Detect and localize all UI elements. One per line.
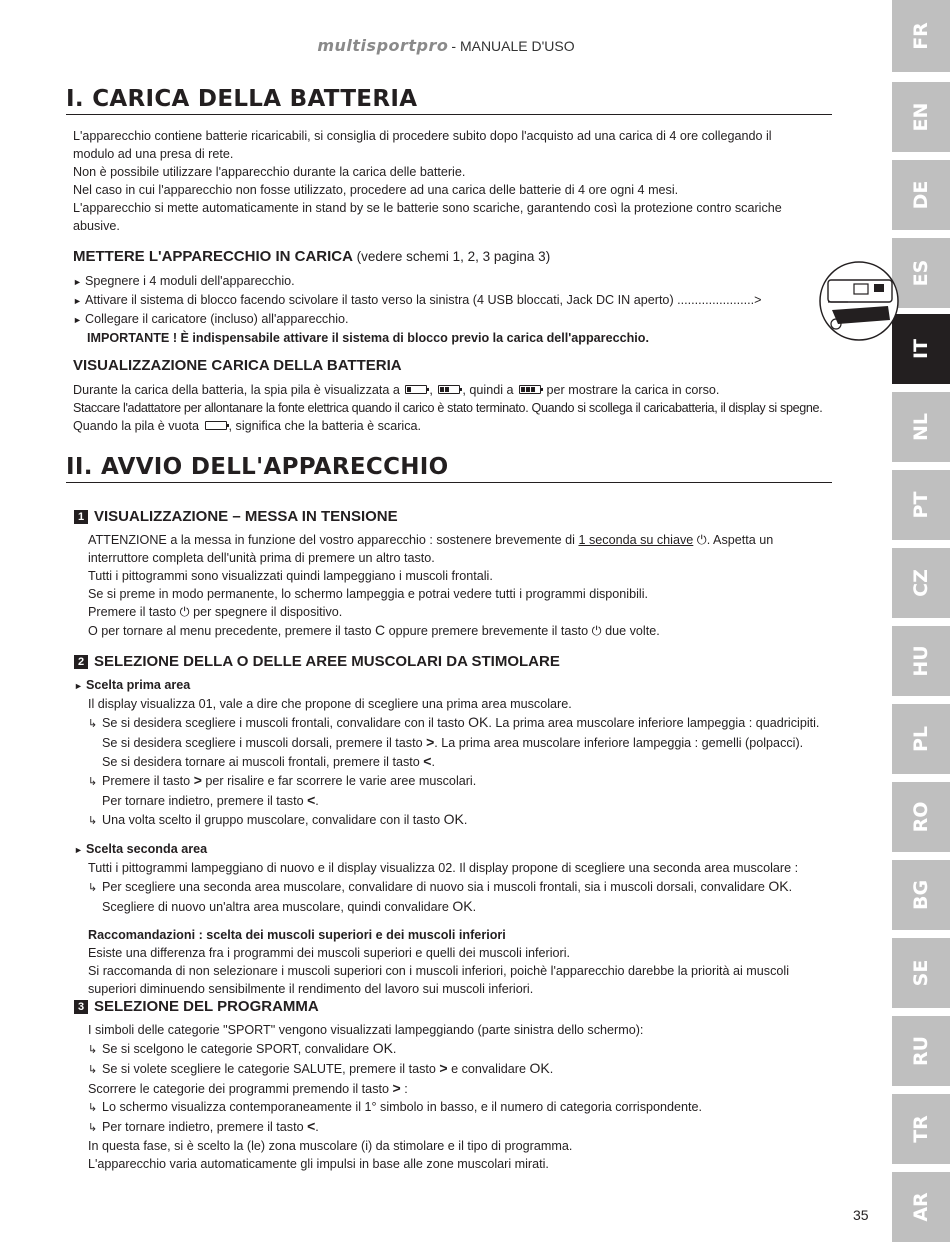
section-title-startup: II. AVVIO DELL'APPARECCHIO bbox=[66, 454, 832, 483]
tab-it[interactable]: IT bbox=[892, 314, 950, 384]
battery-empty-icon bbox=[205, 421, 227, 430]
tab-ro[interactable]: RO bbox=[892, 782, 950, 852]
battery-2-bar-icon bbox=[438, 385, 460, 394]
tab-fr[interactable]: FR bbox=[892, 0, 950, 72]
battery-intro: L'apparecchio contiene batterie ricaricabili, si consiglia di procedere subito dopo l'acquisto ad una carica di 4 ore collegando il modulo ad una presa di rete. Non è possibile utilizzare l'apparecchio durante la carica delle batterie. Nel caso in cui l'apparecchio non fosse utilizzato, procedere ad una carica delle batterie di 4 ore ogni 4 mesi. L'apparecchio si mette automaticamente in stand by se le batterie sono scariche, garantendo così la protezione contro scariche abusive. bbox=[73, 129, 782, 233]
subsection-power-on: 1 VISUALIZZAZIONE – MESSA IN TENSIONE bbox=[74, 508, 398, 525]
tab-nl[interactable]: NL bbox=[892, 392, 950, 462]
page-header bbox=[0, 36, 892, 55]
tab-hu[interactable]: HU bbox=[892, 626, 950, 696]
tab-en[interactable]: EN bbox=[892, 82, 950, 152]
page-number: 35 bbox=[853, 1207, 869, 1223]
tab-de[interactable]: DE bbox=[892, 160, 950, 230]
tab-es[interactable]: ES bbox=[892, 238, 950, 308]
charge-steps bbox=[73, 272, 763, 347]
power-on-text: ATTENZIONE a la messa in funzione del vostro apparecchio : sostenere brevemente di 1 seconda su chiave ⏻. Aspetta un interruttore completa dell'unità prima di premere un altro tasto. Tutti i pittogrammi sono visualizzati quindi lampeggiano i muscoli frontali. Se si preme in modo permanente, lo schermo lampeggia e potrai vedere tutti i programmi disponibili. Premere il tasto ⏻ per spegnere il dispositivo. O per tornare al menu precedente, premere il tasto C oppure premere brevemente il tasto ⏻ due volte. bbox=[88, 533, 774, 638]
tab-bg[interactable]: BG bbox=[892, 860, 950, 930]
program-text: I simboli delle categorie "SPORT" vengono visualizzati lampeggiando (parte sinistra dello schermo): ↳ Se si scelgono le categorie SPORT, convalidare OK. ↳ Se si volete scegliere le categorie SALUTE, premere il tasto > e convalidare OK. Scorrere le categorie dei programmi premendo il tasto > : ↳ Lo schermo visualizza contemporaneamente il 1° simbolo in basso, e il numero di categoria corrispondente. ↳ Per tornare indietro, premere il tasto <. In questa fase, si è scelto la (le) zona muscolare (i) da stimolare e il tipo di programma. L'apparecchio varia automaticamente gli impulsi in base alle zone muscolari mirati. bbox=[88, 1023, 703, 1171]
battery-1-bar-icon bbox=[405, 385, 427, 394]
battery-3-bar-icon bbox=[519, 385, 541, 394]
section-title-battery: I. CARICA DELLA BATTERIA bbox=[66, 86, 832, 115]
list-item: ► Spegnere i 4 moduli dell'apparecchio. bbox=[73, 274, 295, 288]
tab-cz[interactable]: CZ bbox=[892, 548, 950, 618]
subsection-program: 3 SELEZIONE DEL PROGRAMMA bbox=[74, 998, 319, 1015]
list-item: ► Attivare il sistema di blocco facendo scivolare il tasto verso la sinistra (4 USB bloccati, Jack DC IN aperto) ......................> bbox=[73, 293, 762, 307]
tab-tr[interactable]: TR bbox=[892, 1094, 950, 1164]
muscle-areas-text: ► Scelta prima area Il display visualizza 01, vale a dire che propone di scegliere una prima area muscolare. ↳ Se si desidera scegliere i muscoli frontali, convalidare con il tasto OK. La prima area muscolare inferiore lampeggia : quadricipiti. Se si desidera scegliere i muscoli dorsali, premere il tasto >. La prima area muscolare inferiore lampeggia : gemelli (polpacci). Se si desidera tornare ai muscoli frontali, premere il tasto <. ↳ Premere il tasto > per risalire e far scorrere le varie aree muscolari. Per tornare indietro, premere il tasto <. ↳ Una volta scelto il gruppo muscolare, convalidare con il tasto OK. ► Scelta seconda area Tutti i pittogrammi lampeggiano di nuovo e il display visualizza 02. Il display propone di scegliere una seconda area muscolare : ↳ Per scegliere una seconda area muscolare, convalidare di nuovo sia i muscoli frontali, sia i muscoli dorsali, convalidare OK. Scegliere di nuovo un'altra area muscolare, quindi convalidare OK. Raccomandazioni : scelta dei muscoli superiori e dei muscoli inferiori Esiste una differenza fra i programmi dei muscoli superiori e quelli dei muscoli inferiori. Si raccomanda di non selezionare i muscoli superiori con i muscoli inferiori, poichè l'apparecchio darebbe la priorità ai muscoli superiori diminuendo sensibilmente il rendimento del lavoro sui muscoli inferiori. bbox=[74, 678, 820, 996]
list-item: ► Collegare il caricatore (incluso) all'apparecchio. bbox=[73, 312, 349, 326]
tab-pl[interactable]: PL bbox=[892, 704, 950, 774]
brand-logo: multisportpro bbox=[317, 36, 449, 55]
tab-ar[interactable]: AR bbox=[892, 1172, 950, 1242]
lock-system-illustration bbox=[818, 260, 900, 342]
tab-se[interactable]: SE bbox=[892, 938, 950, 1008]
tab-pt[interactable]: PT bbox=[892, 470, 950, 540]
header-title: - MANUALE D'USO bbox=[451, 38, 575, 54]
important-note: IMPORTANTE ! È indispensabile attivare il sistema di blocco previo la carica dell'apparecchio. bbox=[87, 331, 649, 345]
charge-heading: METTERE L'APPARECCHIO IN CARICA (vedere schemi 1, 2, 3 pagina 3) bbox=[73, 248, 551, 265]
display-charge-text: Durante la carica della batteria, la spia pila è visualizzata a , , quindi a per mostrare la carica in corso. Staccare l'adattatore per allontanare la fonte elettrica quando il carico è stato terminato. Quando si scollega il caricabatteria, il display si spegne. Quando la pila è vuota , significa che la batteria è scarica. bbox=[73, 383, 823, 433]
subsection-muscle-areas: 2 SELEZIONE DELLA O DELLE AREE MUSCOLARI DA STIMOLARE bbox=[74, 653, 560, 670]
display-charge-heading: VISUALIZZAZIONE CARICA DELLA BATTERIA bbox=[73, 357, 402, 374]
tab-ru[interactable]: RU bbox=[892, 1016, 950, 1086]
